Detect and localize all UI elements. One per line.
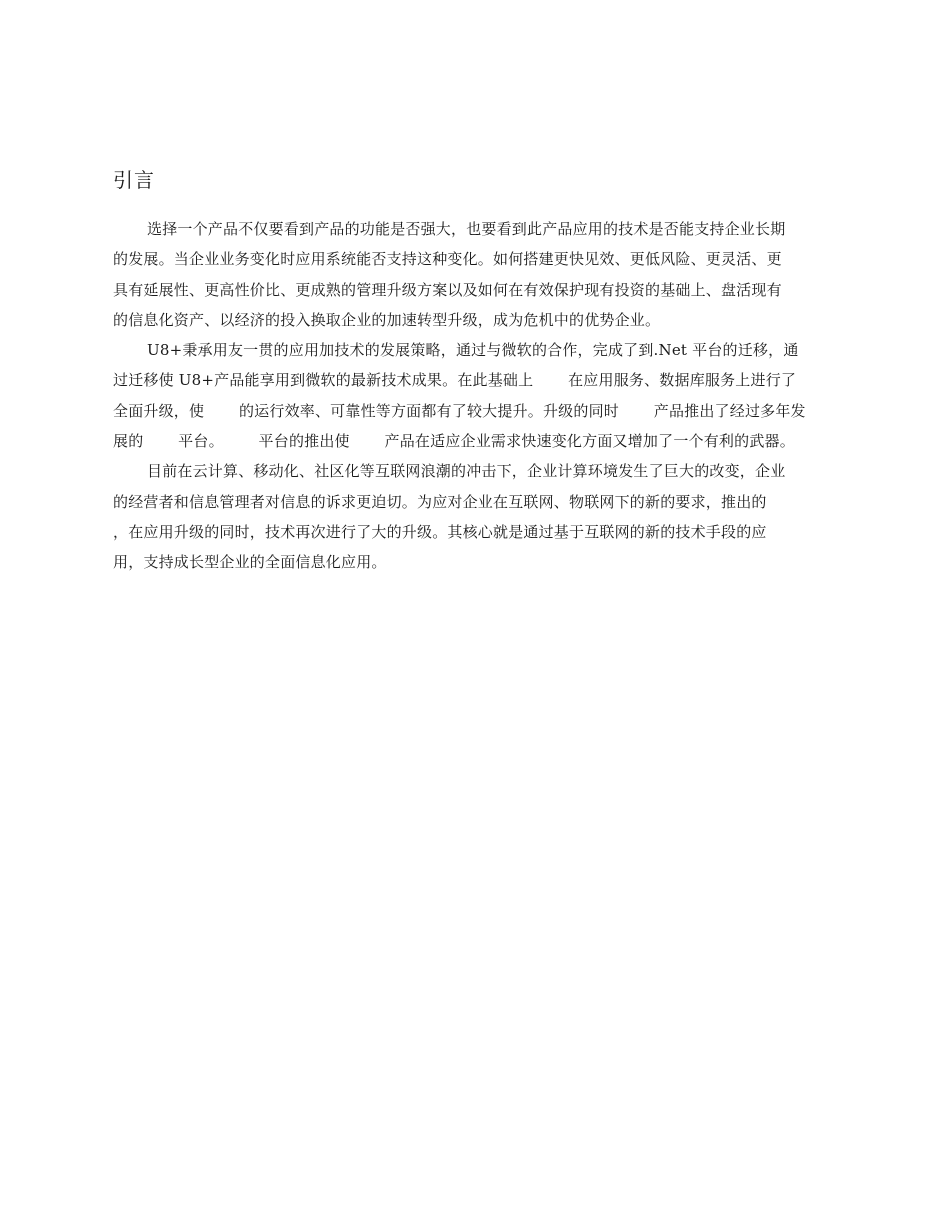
paragraph-3-line-2: 的经营者和信息管理者对信息的诉求更迫切。为应对企业在互联网、物联网下的新的要求，推出的 xyxy=(113,492,767,511)
paragraph-1-line-3: 具有延展性、更高性价比、更成熟的管理升级方案以及如何在有效保护现有投资的基础上、盘活现有 xyxy=(113,280,782,299)
document-body xyxy=(113,214,841,578)
paragraph-1-line-2: 的发展。当企业业务变化时应用系统能否支持这种变化。如何搭建更快见效、更低风险、更灵活、更 xyxy=(113,250,782,269)
paragraph-2-line-3: 全面升级，使 的运行效率、可靠性等方面都有了较大提升。升级的同时 产品推出了经过多年发 xyxy=(113,401,806,420)
paragraph-3-line-3: ，在应用升级的同时，技术再次进行了大的升级。其核心就是通过基于互联网的新的技术手段的应 xyxy=(113,522,767,541)
paragraph-1-line-4: 的信息化资产、以经济的投入换取企业的加速转型升级，成为危机中的优势企业。 xyxy=(113,310,661,329)
section-heading: 引言 xyxy=(113,168,155,192)
paragraph-2-line-4: 展的 平台。 平台的推出使 产品在适应企业需求快速变化方面又增加了一个有利的武器。 xyxy=(113,432,795,451)
paragraph-1-line-1: 选择一个产品不仅要看到产品的功能是否强大，也要看到此产品应用的技术是否能支持企业长期 xyxy=(147,220,786,238)
paragraph-2-line-2: 过迁移使 U8+产品能享用到微软的最新技术成果。在此基础上 在应用服务、数据库服务上进行了 xyxy=(113,371,797,390)
paragraph-3-line-1: 目前在云计算、移动化、社区化等互联网浪潮的冲击下，企业计算环境发生了巨大的改变，企业 xyxy=(147,462,786,481)
paragraph-3-line-4: 用，支持成长型企业的全面信息化应用。 xyxy=(113,553,387,572)
paragraph-2-line-1: U8+秉承用友一贯的应用加技术的发展策略，通过与微软的合作，完成了到.Net 平台的迁移，通 xyxy=(147,341,799,360)
